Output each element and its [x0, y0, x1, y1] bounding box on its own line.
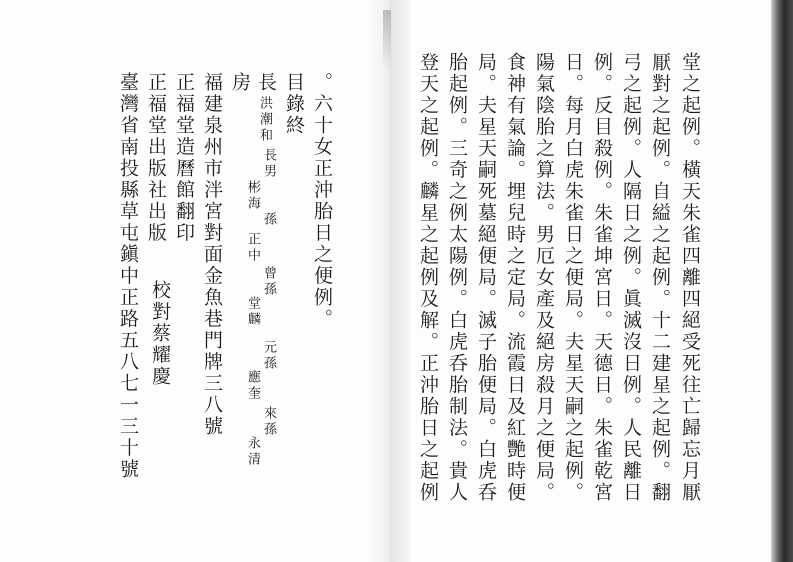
text-column-4: 例。反目殺例。朱雀坤宮日。天德日。朱雀乾宮 [591, 52, 613, 504]
text-column-7: 食神有氣論。埋兒時之定局。流霞日及紅艷時便 [504, 52, 526, 504]
credit-relation-4: 元孫 [261, 340, 276, 372]
credit-relation-2: 孫 [261, 212, 276, 228]
credit-name-1: 彬海 [245, 180, 260, 212]
text-column-6: 陽氣陰胎之算法。男厄女產及絕房殺月之便局。 [533, 52, 555, 504]
credit-founder-name: 洪潮和 [257, 96, 272, 144]
text-column-3: 弓之起例。人隔日之例。眞滅沒日例。人民離日 [620, 52, 642, 504]
credits-head-2: 房 [229, 72, 251, 94]
publisher-address-line: 福建泉州市泮宮對面金魚巷門牌三八號 [201, 72, 223, 438]
credit-relation-3: 曾孫 [261, 266, 276, 298]
text-column-8: 局。夫星天嗣死墓絕便局。滅子胎便局。白虎呑 [475, 52, 497, 504]
credit-relation-5: 來孫 [261, 406, 276, 438]
text-column-9: 胎起例。三奇之例太陽例。白虎呑胎制法。貴人 [446, 52, 468, 504]
book-gutter [368, 0, 410, 562]
reprint-label: 正福堂造曆館翻印 [173, 72, 195, 244]
credits-head: 長 [255, 72, 277, 94]
publisher-label: 正福堂出版社出版 [145, 72, 167, 244]
credit-name-4: 應奎 [245, 370, 260, 402]
credit-relation-1: 長男 [261, 148, 276, 180]
text-column-5: 日。每月白虎朱雀日之便局。夫星天嗣之起例。 [562, 52, 584, 504]
page-edge-shadow [771, 0, 793, 562]
credit-name-3: 堂麟 [245, 296, 260, 328]
text-column-2: 厭對之起例。自縊之起例。十二建星之起例。翻 [649, 52, 671, 504]
credit-name-2: 正中 [245, 232, 260, 264]
text-column-10: 登天之起例。麟星之起例及解。正沖胎日之起例 [417, 52, 439, 504]
gutter-shadow [383, 10, 391, 70]
publisher-address-taiwan: 臺灣省南投縣草屯鎭中正路五八七一三十號 [117, 72, 139, 481]
toc-last-entry: 。六十女正沖胎日之便例。 [311, 72, 333, 330]
text-column-1: 堂之起例。橫天朱雀四離四絕受死往亡歸忘月厭 [679, 52, 701, 504]
credit-name-5: 永清 [245, 436, 260, 468]
proofreader-label: 校對蔡耀慶 [149, 280, 171, 388]
toc-end-label: 目錄終 [283, 72, 305, 137]
